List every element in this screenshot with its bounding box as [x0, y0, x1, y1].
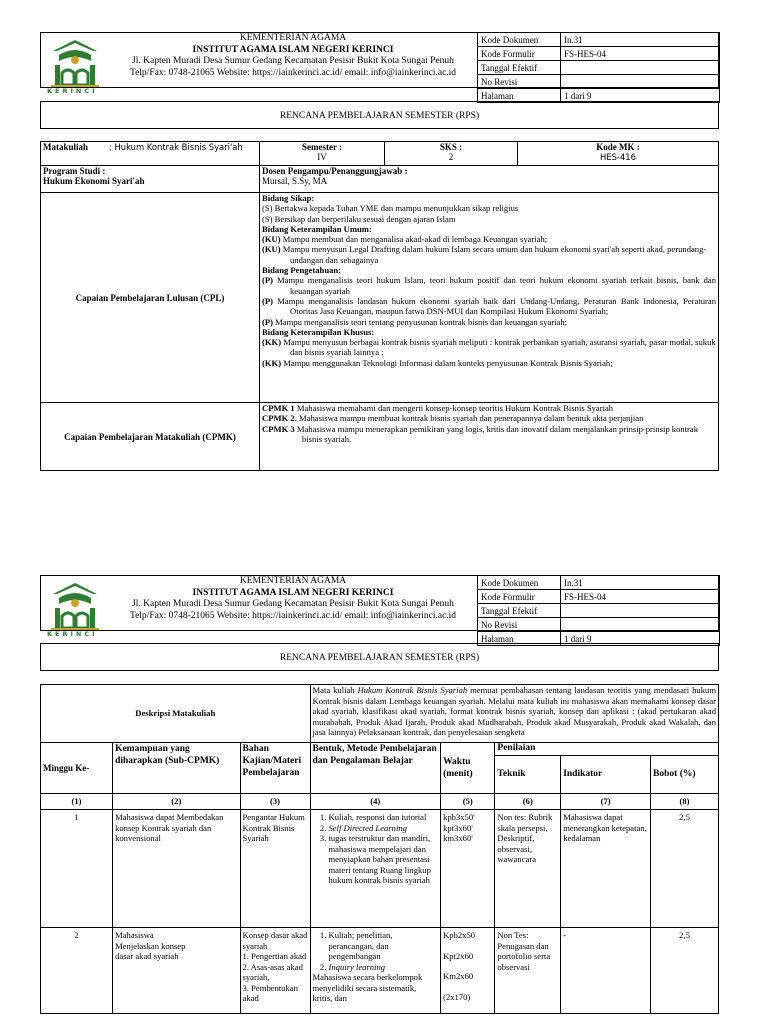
header-teknik: Teknik: [495, 756, 561, 794]
meta-row: No Revisi: [478, 618, 720, 632]
minggu-cell: 2: [41, 928, 113, 1014]
course-info-table: [40, 141, 719, 471]
matakuliah-label: Matakuliah: [43, 142, 89, 152]
meta-row: Kode Formulir FS-HES-04: [478, 590, 720, 604]
indikator-cell: -: [561, 928, 651, 1014]
logo-text: KERINCI: [47, 87, 98, 95]
matakuliah-cell: [41, 142, 260, 166]
dosen-value: Mursal, S.Sy, MA: [262, 176, 328, 186]
kemampuan-cell: Mahasiswa Menjelaskan konsep dasar akad syariah: [113, 928, 240, 1014]
institute-address: Jl. Kapten Muradi Desa Sumur Gedang Kecamatan Pesisir Bukit Kota Sungai Penuh: [132, 599, 454, 609]
prodi-cell: [41, 166, 260, 193]
document-meta-table: [477, 32, 720, 103]
kode-mk-label: Kode MK :: [596, 142, 640, 152]
bahan-cell: Pengantar Hukum Kontrak Bisnis Syariah: [240, 810, 310, 928]
sks-cell: [385, 142, 518, 166]
institute-address: Jl. Kapten Muradi Desa Sumur Gedang Kecamatan Pesisir Bukit Kota Sungai Penuh: [132, 56, 454, 66]
institution-info: [111, 576, 475, 622]
header-indikator: Indikator: [561, 756, 651, 794]
sks-label: SKS :: [439, 142, 463, 152]
institution-info: [111, 33, 475, 79]
kode-mk-value: HES-416: [600, 152, 636, 162]
ministry-name: KEMENTERIAN AGAMA: [239, 33, 347, 43]
document-meta-table: [477, 575, 720, 646]
semester-value: IV: [317, 152, 327, 162]
indikator-cell: Mahasiswa dapat menerangkan ketepatan, kedalaman: [561, 810, 651, 928]
meta-row: No Revisi: [478, 75, 720, 89]
weekly-plan-table: [40, 684, 719, 1014]
header-minggu: Minggu Ke-: [41, 743, 113, 794]
sks-value: 2: [448, 152, 454, 162]
header-bahan: Bahan Kajian/Materi Pembelajaran: [240, 743, 310, 794]
waktu-cell: Kpb2x50 Kpt2x60 Km2x60 (2x170): [441, 928, 495, 1014]
ministry-name: KEMENTERIAN AGAMA: [239, 576, 347, 586]
iain-logo: [45, 580, 105, 636]
meta-row: Kode Dokumen In.31: [478, 576, 720, 590]
cpl-content: Bidang Sikap: (S) Bertakwa kepada Tuhan YME dan mampu menunjukkan sikap religius (S) Bersikap dan berperilaku sesuai dengan ajaran Islam Bidang Keterampilan Umum: (KU) Mampu membuat dan menganalisa akad-akad di lembaga Keuangan syariah; (KU) Mampu menyusun Legal Drafting dalam hukum Islam secara umum dan hukum ekonomi syari'ah seperti akad, perundang-undangan dan sebagainya Bidang Pengetahuan: (P) Mampu menganalisis teori hukum Islam, teori hukum positif dan teori hukum ekonomi syariah terkait bisnis, bank dan keuangan syariah (P) Mampu menganalisis landasan hukum ekonomi syariah baik dari Undang-Undang, Peraturan Bank Indonesia, Peraturan Otoritas Jasa Keuangan, maupun fatwa DSN-MUI dan Kompilasi Hukum Ekonomi Syariah; (P) Mampu menganalisis teori tentang penyusunan kontrak bisnis dan keuangan syariah; Bidang Keterampilan Khusus: (KK) Mampu menyusun berbagai kontrak bisnis syariah meliputi : kontrak perbankan syariah, asuransi syariah, pasar modal, sukuk dan bisnis syariah lainnya ; (KK) Mampu menggunakan Teknologi Informasi dalam konteks penyusunan Kontrak Bisnis Syariah;: [260, 193, 719, 403]
cpl-label: Capaian Pembelajaran Lulusan (CPL): [41, 193, 260, 403]
header-bobot: Bobot (%): [651, 756, 719, 794]
meta-row: Halaman 1 dari 9: [478, 632, 720, 646]
deskripsi-content: Mata kuliah Hukum Kontrak Bisnis Syariah memuat pembahasan tentang landasan teoritis yang mendasari hukum Kontrak bisnis dalam Lembaga keuangan syariah. Melalui mata kuliah ini mahasiswa akan memahami konsep dasar akad syariah, klasifikasi akad syariah, format kontrak bisnis syariah, konsep dan aplikasi : (akad pertukaran akad murabahah, Produk Akad Ijarah, Produk akad Mudharabah, Produk akad Musyarakah, Produk akad Wakalah, dan jasa lainnya) Pelaksanaan kontrak, dan penyelesaian sengketa: [310, 685, 719, 743]
matakuliah-value: : Hukum Kontrak Bisnis Syari'ah: [109, 142, 243, 152]
institute-name: INSTITUT AGAMA ISLAM NEGERI KERINCI: [192, 587, 394, 598]
header-block-1: [40, 32, 719, 101]
logo-text: KERINCI: [47, 630, 98, 638]
table-row: [41, 928, 719, 1014]
semester-cell: [260, 142, 385, 166]
dosen-cell: [260, 166, 719, 193]
cpmk-label: Capaian Pembelajaran Matakuliah (CPMK): [41, 403, 260, 471]
header-kemampuan: Kemampuan yang diharapkan (Sub-CPMK): [113, 743, 240, 794]
bobot-cell: 2,5: [651, 810, 719, 928]
bobot-cell: 2,5: [651, 928, 719, 1014]
header-penilaian: Penilaian: [495, 743, 719, 756]
semester-label: Semester :: [301, 142, 343, 152]
meta-row: Halaman 1 dari 9: [478, 89, 720, 103]
doc-title: RENCANA PEMBELAJARAN SEMESTER (RPS): [40, 101, 719, 129]
header-block-2: [40, 575, 719, 644]
cpmk-content: CPMK 1 Mahasiswa memahami dan mengerti konsep-konsep teoritis Hukum Kontrak Bisnis Syariah CPMK 2. Mahasiswa mampu membuat kontrak bisnis syariah dan penerapannya dalam bentuk akta perjanjian CPMK 3 Mahasiswa mampu menerapkan pemikiran yang logis, kritis dan inovatif dalam menjalankan prinsip-prinsip kontrak bisnis syariah.: [260, 403, 719, 471]
teknik-cell: Non tes: Rubrik skala persepsi, Deskriptif, observasi, wawancara: [495, 810, 561, 928]
institute-contact: Telp/Fax: 0748-21065 Website: https://iainkerinci.ac.id/ email: info@iainkerinci.ac.id: [129, 67, 457, 78]
meta-row: Kode Formulir FS-HES-04: [478, 47, 720, 61]
minggu-cell: 1: [41, 810, 113, 928]
column-number-row: (1) (2) (3) (4) (5) (6) (7) (8): [41, 794, 719, 810]
header-bentuk: Bentuk, Metode Pembelajaran dan Pengalaman Belajar: [310, 743, 441, 794]
iain-logo: [45, 37, 105, 93]
institute-name: INSTITUT AGAMA ISLAM NEGERI KERINCI: [192, 44, 394, 55]
meta-row: Tanggal Efektif: [478, 604, 720, 618]
doc-title: RENCANA PEMBELAJARAN SEMESTER (RPS): [40, 643, 719, 671]
meta-row: Kode Dokumen In.31: [478, 33, 720, 47]
bahan-cell: Konsep dasar akad syariah 1. Pengertian akad 2. Asas-asas akad syariah, 3. Pembentukan akad: [240, 928, 310, 1014]
teknik-cell: Non Tes: Penugasan dan portofolio serta observasi: [495, 928, 561, 1014]
kemampuan-cell: Mahasiswa dapat Membedakan konsep Kontrak syariah dan konvensional: [113, 810, 240, 928]
institute-contact: Telp/Fax: 0748-21065 Website: https://iainkerinci.ac.id/ email: info@iainkerinci.ac.id: [129, 610, 457, 621]
header-waktu: Waktu (menit): [441, 743, 495, 794]
prodi-label: Program Studi :: [43, 166, 106, 176]
table-row: [41, 810, 719, 928]
kode-mk-cell: [518, 142, 719, 166]
bentuk-cell: 1. Kuliah; penelitian, perancangan, dan pengembangan 2. Inquiry learning Mahasiswa secara berkelompok menyelidiki secara sistematik, kritis, dan: [310, 928, 441, 1014]
meta-row: Tanggal Efektif: [478, 61, 720, 75]
deskripsi-label: Deskripsi Matakuliah: [41, 685, 311, 743]
prodi-value: Hukum Ekonomi Syari'ah: [43, 176, 145, 186]
bentuk-cell: 1. Kuliah, responsi dan tutorial 2. Self Directed Learning 3. tugas terstruktur dan mandiri, mahasiswa mempelajari dan menyiapkan bahan presentasi materi tentang Ruang lingkup hukum kontrak bisnis syariah: [310, 810, 441, 928]
waktu-cell: kpb3x50' kpt3x60' km3x60': [441, 810, 495, 928]
dosen-label: Dosen Pengampu/Penanggungjawab :: [262, 166, 408, 176]
